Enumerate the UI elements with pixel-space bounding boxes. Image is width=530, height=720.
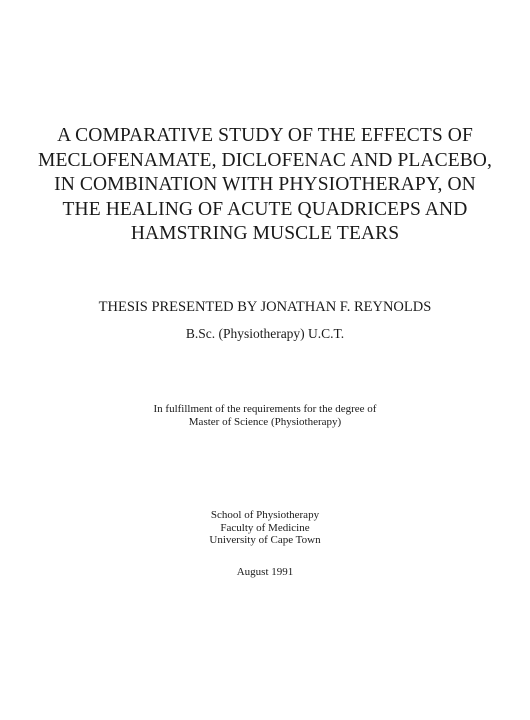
institution-university: University of Cape Town xyxy=(209,534,321,546)
author-degree: B.Sc. (Physiotherapy) U.C.T. xyxy=(185,326,345,341)
thesis-title xyxy=(0,124,530,247)
submission-date: August 1991 xyxy=(236,566,294,578)
fulfillment-statement xyxy=(0,403,530,429)
thesis-title-line-3: IN COMBINATION WITH PHYSIOTHERAPY, ON xyxy=(54,174,476,195)
institution-block xyxy=(0,509,530,547)
fulfillment-line-2: Master of Science (Physiotherapy) xyxy=(188,416,342,428)
thesis-title-line-5: HAMSTRING MUSCLE TEARS xyxy=(130,223,400,244)
author-statement: THESIS PRESENTED BY JONATHAN F. REYNOLDS xyxy=(98,299,432,315)
author-block xyxy=(0,298,530,342)
institution-faculty: Faculty of Medicine xyxy=(220,521,310,534)
fulfillment-line-1: In fulfillment of the requirements for the degree of xyxy=(153,403,377,415)
thesis-title-line-2: MECLOFENAMATE, DICLOFENAC AND PLACEBO, xyxy=(38,149,492,171)
thesis-title-line-1: A COMPARATIVE STUDY OF THE EFFECTS OF xyxy=(57,125,473,146)
institution-school: School of Physiotherapy xyxy=(210,509,320,521)
thesis-title-line-4: THE HEALING OF ACUTE QUADRICEPS AND xyxy=(62,198,468,220)
